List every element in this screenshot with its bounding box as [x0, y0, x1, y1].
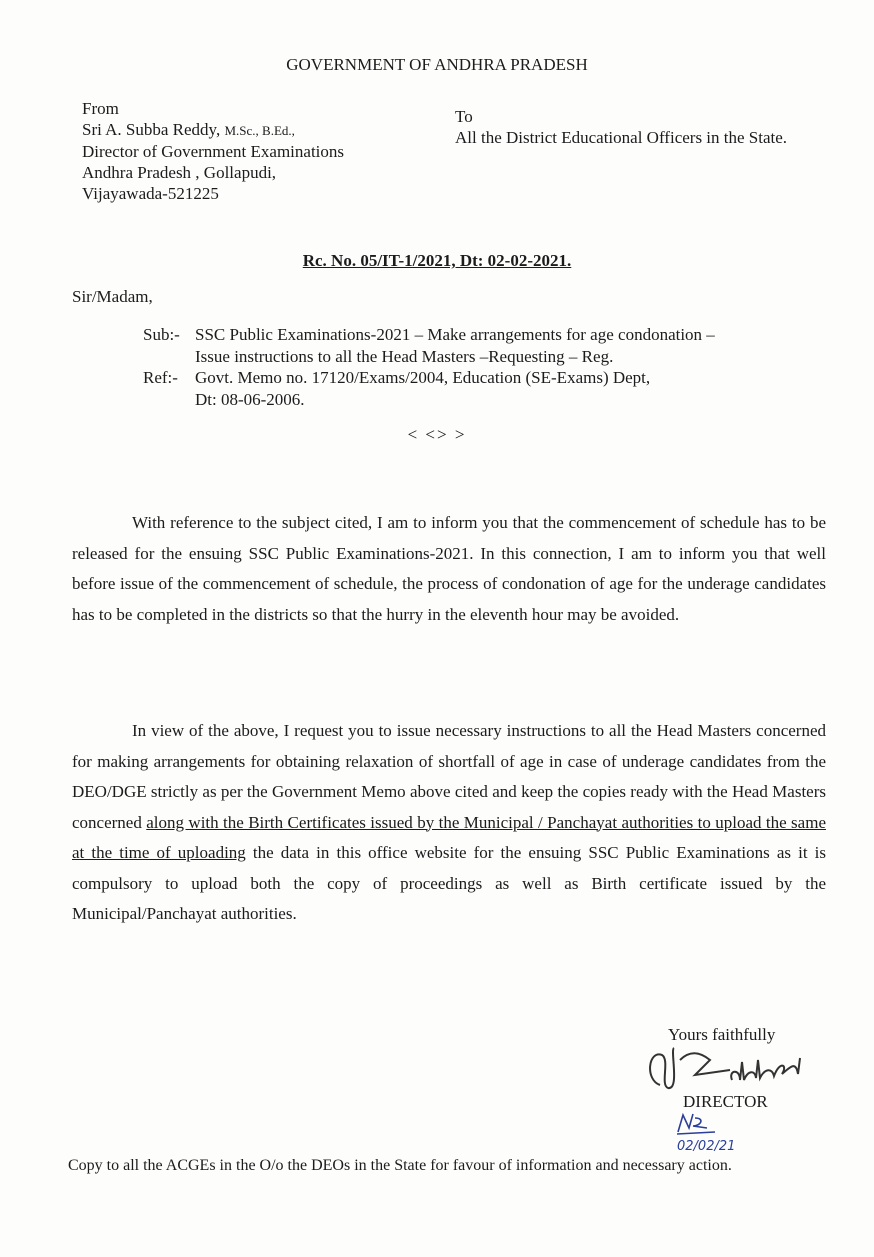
recipient: All the District Educational Officers in the State. — [455, 128, 788, 147]
signature — [640, 1040, 870, 1100]
reference-number: Rc. No. 05/IT-1/2021, Dt: 02-02-2021. — [302, 251, 572, 270]
sender-name: Sri A. Subba Reddy, — [82, 120, 221, 139]
para2-text-b: the data in this office website for the ensuing SSC Public Examinations as it is compulsory to upload both the copy of proceedings as well as Birth certificate issued by the Municipal/Panchayat authorities. — [72, 843, 826, 923]
to-label: To — [455, 107, 473, 126]
closing: Yours faithfully — [668, 1025, 776, 1044]
para2-underlined: along with the Birth Certificates issued by the Municipal / Panchayat authorities to upload the same at the time of uploading — [72, 812, 826, 862]
svg-text:02/02/21: 02/02/21 — [677, 1139, 736, 1154]
body-paragraph-1: With reference to the subject cited, I am to inform you that the commencement of schedule has to be released for the ensuing SSC Public Examinations-2021. In this connection, I am to inform you that well before issue of the commencement of schedule, the process of condonation of age for the underage candidates has to be completed in the districts so that the hurry in the eleventh hour may be avoided. — [72, 513, 826, 624]
sender-address-2: Vijayawada-521225 — [82, 184, 219, 203]
copy-to: Copy to all the ACGEs in the O/o the DEOs in the State for favour of information and necessary action. — [68, 1157, 732, 1174]
ref-label: Ref:- — [143, 368, 178, 387]
sender-qualification: M.Sc., B.Ed., — [224, 123, 295, 138]
sender-address-1: Andhra Pradesh , Gollapudi, — [82, 163, 277, 182]
salutation: Sir/Madam, — [72, 287, 153, 306]
subject-label: Sub:- — [143, 325, 180, 344]
para2-text-a: In view of the above, I request you to issue necessary instructions to all the Head Masters concerned for making arrangements for obtaining relaxation of shortfall of age in case of underage candidates from the DEO/DGE strictly as per the Government Memo above cited and keep the copies ready with the Head Masters concerned — [72, 721, 826, 832]
to-block — [455, 106, 815, 148]
document-title: GOVERNMENT OF ANDHRA PRADESH — [286, 55, 588, 74]
from-label: From — [82, 99, 119, 118]
reference — [143, 367, 823, 411]
from-block — [82, 98, 344, 204]
signatory-designation: DIRECTOR — [683, 1092, 768, 1111]
ref-line-2: Dt: 08-06-2006. — [195, 390, 305, 409]
subject-line-1: SSC Public Examinations-2021 – Make arrangements for age condonation – — [195, 325, 715, 344]
subject — [143, 324, 823, 368]
body-paragraph-2 — [72, 716, 826, 930]
separator: < <> > — [407, 425, 467, 444]
subject-line-2: Issue instructions to all the Head Masters –Requesting – Reg. — [195, 347, 614, 366]
ref-line-1: Govt. Memo no. 17120/Exams/2004, Education (SE-Exams) Dept, — [195, 368, 651, 387]
initials-stamp — [675, 1110, 745, 1155]
sender-designation: Director of Government Examinations — [82, 142, 345, 161]
